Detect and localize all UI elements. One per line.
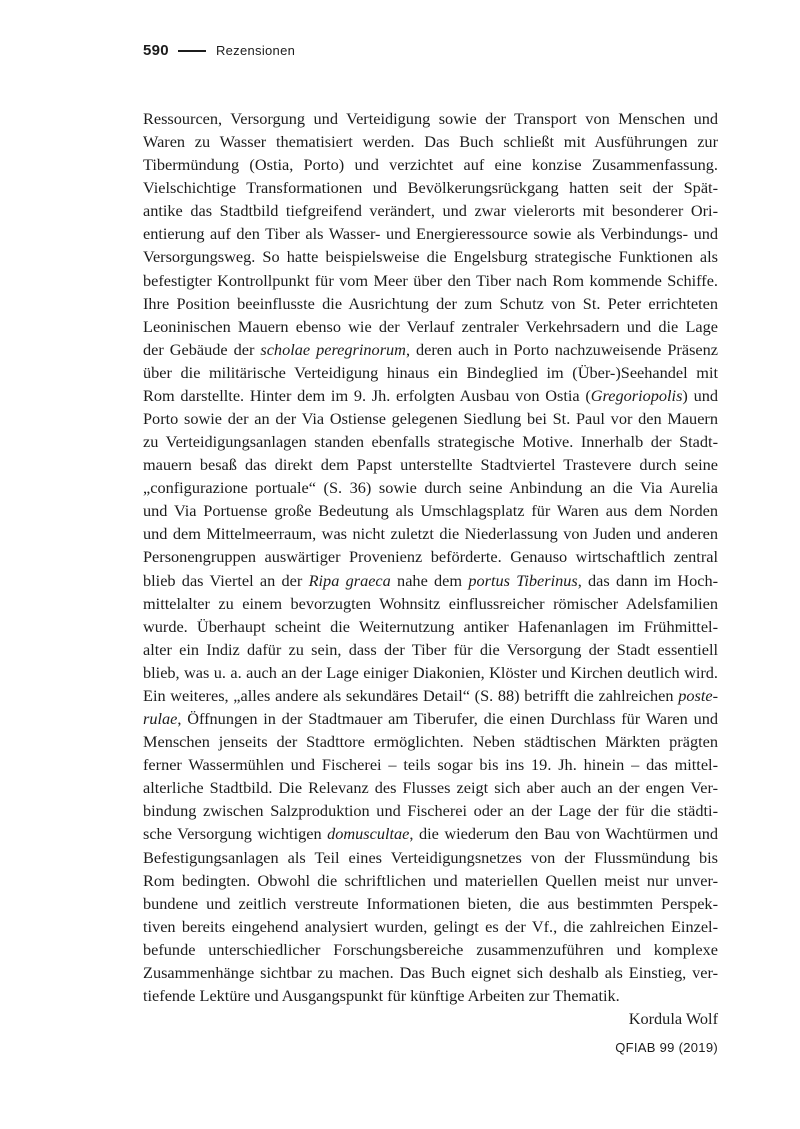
text-segment: bundene und zeitlich verstreute Informationen bieten, die aus bestimmten Perspek- (143, 893, 718, 913)
text-segment: der Gebäude der (143, 339, 261, 359)
text-segment: wurde. Überhaupt scheint die Weiternutzung antiker Hafenanlagen im Frühmittel- (143, 616, 718, 636)
text-line (143, 269, 718, 292)
text-line (143, 245, 718, 268)
text-line (143, 130, 718, 153)
text-segment: ) und (682, 385, 718, 405)
text-line (143, 292, 718, 315)
review-author-signature: Kordula Wolf (628, 1009, 718, 1029)
text-line (143, 453, 718, 476)
text-line (143, 545, 718, 568)
text-line (143, 684, 718, 707)
text-line (143, 384, 718, 407)
text-segment: und Via Portuense große Bedeutung als Umschlagsplatz für Waren aus dem Norden (143, 501, 718, 521)
text-segment: , Öffnungen in der Stadtmauer am Tiberufer, die einen Durchlass für Waren und (177, 709, 718, 729)
text-line (143, 107, 718, 130)
italic-term: Gregoriopolis (590, 385, 683, 405)
text-segment: über die militärische Verteidigung hinaus ein Bindeglied im (Über-)Seehandel mit (143, 362, 718, 382)
text-segment: , die wiederum den Bau von Wachtürmen und (409, 824, 718, 844)
text-segment: Befestigungsanlagen als Teil eines Verteidigungsnetzes von der Flussmündung bis (143, 847, 718, 867)
text-segment: Ressourcen, Versorgung und Verteidigung sowie der Transport von Menschen und (143, 109, 718, 128)
text-segment: alterliche Stadtbild. Die Relevanz des Flusses zeigt sich aber auch an der engen Ver- (143, 778, 718, 798)
text-segment: befunde unterschiedlicher Forschungsbereiche zusammenzuführen und komplexe (143, 939, 718, 959)
running-head-title: Rezensionen (215, 43, 296, 58)
text-segment: mittelalter zu einem bevorzugten Wohnsitz einflussreicher römischer Adelsfamilien (143, 593, 718, 613)
text-segment: tiefende Lektüre und Ausgangspunkt für künftige Arbeiten zur Thematik. (143, 985, 620, 1005)
text-line (143, 615, 718, 638)
text-line (143, 338, 718, 361)
text-line (143, 315, 718, 338)
text-line (143, 753, 718, 776)
italic-term: domuscultae (327, 824, 410, 844)
text-segment: Ihre Position beeinflusste die Ausrichtung der zum Schutz von St. Peter errichteten (143, 293, 718, 313)
italic-term: poste- (678, 685, 718, 705)
text-segment: Versorgungsweg. So hatte beispielsweise die Engelsburg strategische Funktionen als (143, 247, 718, 267)
text-segment: entierung auf den Tiber als Wasser- und Energieressource sowie als Verbindungs- und (143, 224, 718, 244)
text-line (143, 730, 718, 753)
text-line (143, 776, 718, 799)
text-line (143, 176, 718, 199)
journal-footer: QFIAB 99 (2019) (615, 1040, 718, 1055)
text-line (143, 961, 718, 984)
text-line (143, 984, 718, 1007)
text-segment: ferner Wassermühlen und Fischerei – teils sogar bis ins 19. Jh. hinein – das mittel- (143, 755, 718, 775)
text-line (143, 569, 718, 592)
italic-term: portus Tiberinus (468, 570, 578, 590)
text-segment: Ein weiteres, „alles andere als sekundäres Detail“ (S. 88) betrifft die zahlreichen (143, 685, 679, 705)
text-segment: Personengruppen auswärtiger Provenienz beförderte. Genauso wirtschaftlich zentral (143, 547, 718, 567)
page-number: 590 (143, 42, 169, 59)
text-line (143, 499, 718, 522)
text-line (143, 476, 718, 499)
review-body (143, 107, 718, 1030)
text-segment: tiven bereits eingehend analysiert wurden, gelingt es der Vf., die zahlreichen Einzel- (143, 916, 718, 936)
text-segment: , deren auch in Porto nachzuweisende Präsenz (405, 339, 719, 359)
text-segment: Porto sowie der an der Via Ostiense gelegenen Siedlung bei St. Paul vor den Mauern (143, 409, 718, 429)
text-line (143, 430, 718, 453)
text-segment: „configurazione portuale“ (S. 36) sowie durch seine Anbindung an die Via Aurelia (143, 478, 718, 498)
text-line (143, 361, 718, 384)
italic-term: rulae (143, 709, 178, 729)
italic-term: scholae peregrinorum (260, 339, 406, 359)
text-line (143, 222, 718, 245)
running-header (143, 42, 295, 59)
text-segment: alter ein Indiz dafür zu sein, dass der Tiber für die Versorgung der Stadt essentiell (143, 639, 718, 659)
text-segment: Rom darstellte. Hinter dem im 9. Jh. erfolgten Ausbau von Ostia ( (143, 385, 591, 405)
text-segment: mauern besaß das direkt dem Papst unterstellte Stadtviertel Trastevere durch seine (143, 455, 718, 475)
text-line (143, 638, 718, 661)
text-segment: blieb, was u. a. auch an der Lage einiger Diakonien, Klöster und Kirchen deutlich wird. (143, 662, 718, 682)
text-segment: zu Verteidigungsanlagen standen ebenfalls strategische Motive. Innerhalb der Stadt- (143, 432, 718, 452)
text-line (143, 661, 718, 684)
text-line (143, 707, 718, 730)
text-segment: Tibermündung (Ostia, Porto) und verzichtet auf eine konzise Zusammenfassung. (143, 155, 718, 175)
text-line (143, 822, 718, 845)
text-line (143, 407, 718, 430)
text-segment: Leoninischen Mauern ebenso wie der Verlauf zentraler Verkehrsadern und die Lage (143, 316, 718, 336)
text-line (143, 892, 718, 915)
text-line (143, 799, 718, 822)
text-line (143, 846, 718, 869)
text-line (143, 915, 718, 938)
text-line (143, 522, 718, 545)
text-segment: und dem Mittelmeerraum, was nicht zuletzt die Niederlassung von Juden und anderen (143, 524, 718, 544)
text-segment: Vielschichtige Transformationen und Bevölkerungsrückgang hatten seit der Spät- (143, 178, 718, 198)
text-segment: sche Versorgung wichtigen (143, 824, 328, 844)
text-line (143, 938, 718, 961)
text-segment: Rom bedingten. Obwohl die schriftlichen und materiellen Quellen meist nur unver- (143, 870, 718, 890)
text-line (143, 869, 718, 892)
text-line (143, 592, 718, 615)
italic-term: Ripa graeca (308, 570, 391, 590)
text-segment: Menschen jenseits der Stadttore ermöglichten. Neben städtischen Märkten prägten (143, 732, 718, 752)
text-segment: antike das Stadtbild tiefgreifend verändert, und zwar vielerorts mit besonderer Ori- (143, 201, 718, 221)
text-segment: Zusammenhänge sichtbar zu machen. Das Buch eignet sich deshalb als Einstieg, ver- (143, 962, 718, 982)
text-line (143, 199, 718, 222)
text-segment: , das dann im Hoch- (577, 570, 719, 590)
text-segment: befestigter Kontrollpunkt für vom Meer über den Tiber nach Rom kommende Schiffe. (143, 270, 718, 290)
text-line (143, 153, 718, 176)
text-segment: bindung zwischen Salzproduktion und Fischerei oder an der Lage der für die städti- (143, 801, 718, 821)
text-segment: Waren zu Wasser thematisiert werden. Das Buch schließt mit Ausführungen zur (143, 132, 718, 152)
text-segment: nahe dem (390, 570, 469, 590)
header-rule (178, 50, 206, 52)
text-segment: blieb das Viertel an der (143, 570, 309, 590)
